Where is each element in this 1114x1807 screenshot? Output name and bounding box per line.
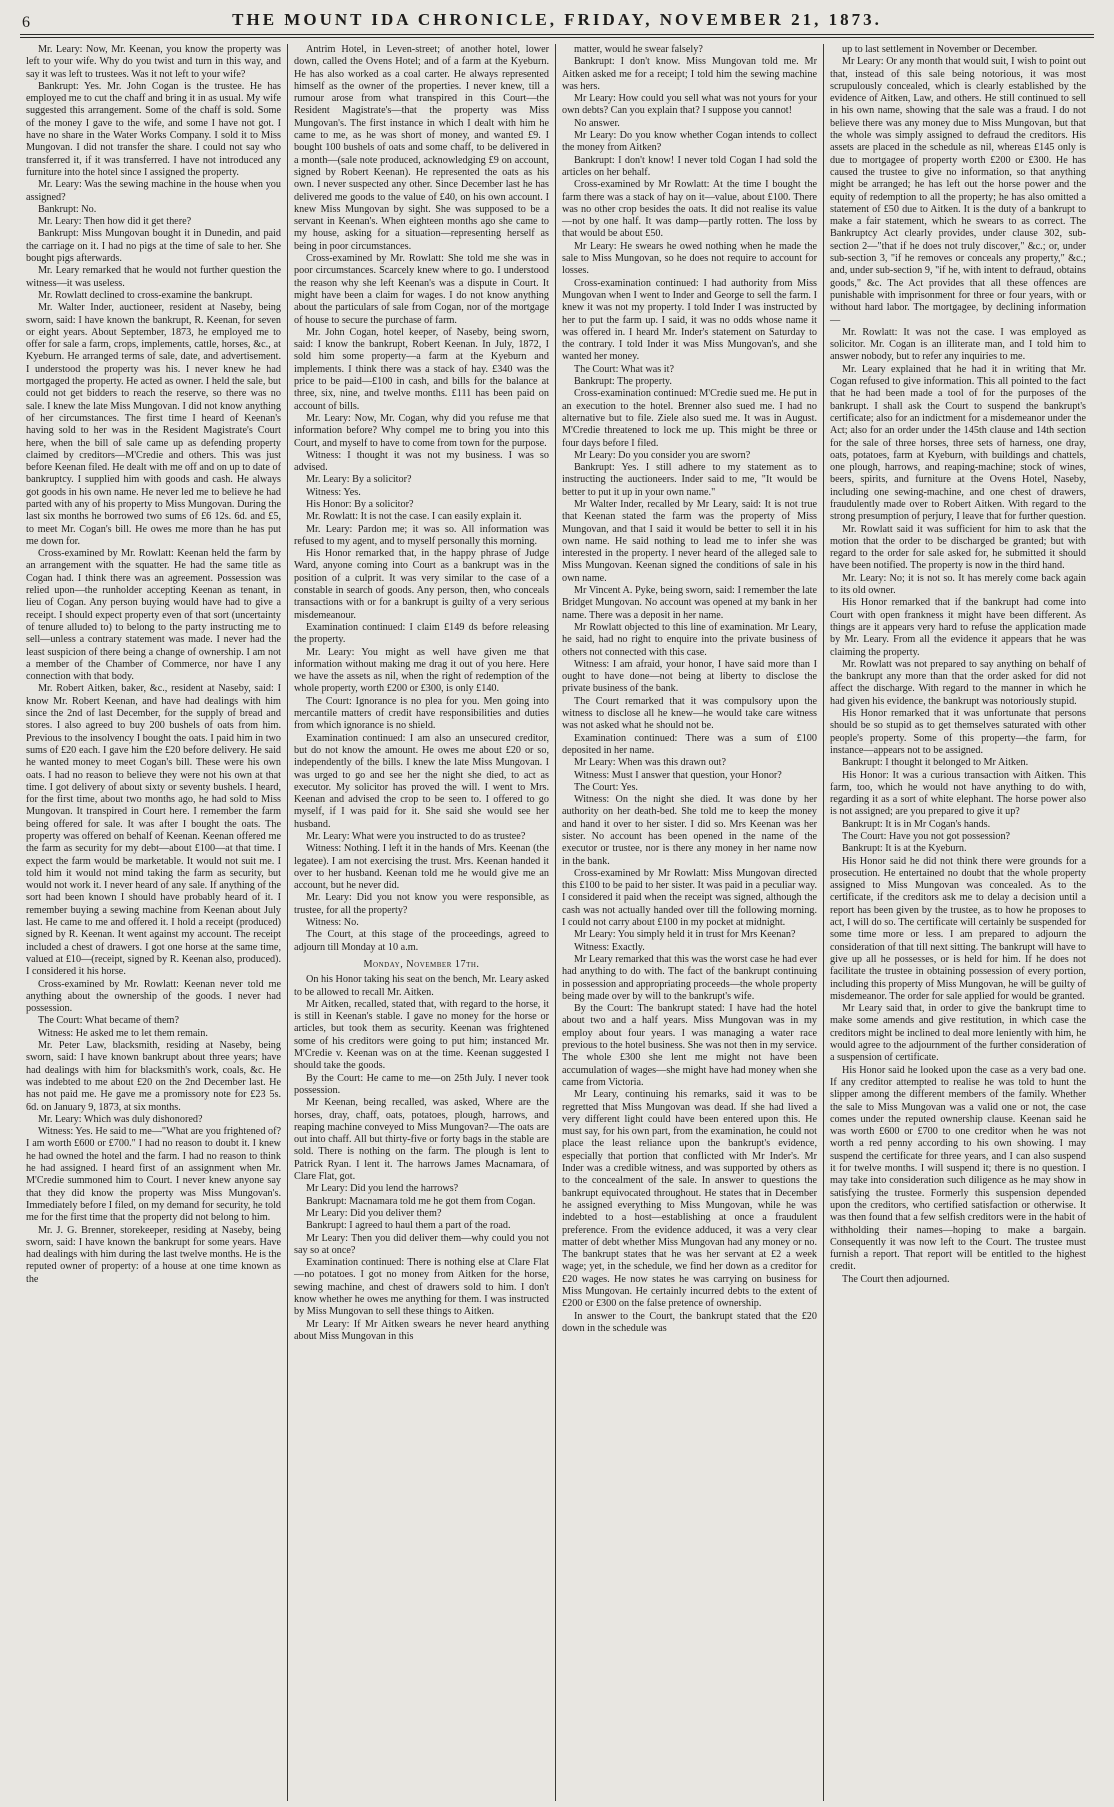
article-paragraph: Mr Leary: Then you did deliver them—why could you not say so at once?: [294, 1232, 549, 1256]
masthead: THE MOUNT IDA CHRONICLE, FRIDAY, NOVEMBER 21, 1873.: [232, 10, 882, 29]
header-rule-double: [20, 37, 1094, 38]
article-paragraph: Mr. Leary explained that he had it in writing that Mr. Cogan refused to give information. This all pointed to the fact that he had been made a tool of for the purposes of the bankrupt. I shall ask the Court to suspend the bankrupt's certificate; also for an indictment for a misdemeanor under the Act; also for an order under the 145th clause and 14th section for the sale of three horses, three sets of harness, one dray, oats, potatoes, farm at Kyeburn, with buildings and chattels, one plough, harrows, and reaping-machine; stock of wines, beers, spirits, and furniture at the Ovens Hotel, Naseby, including one sewing-machine, and one chest of drawers, fraudulently made over to Robert Aitken. With regard to the strong presumption of perjury, I leave that for further question.: [830, 363, 1086, 523]
article-paragraph: The Court then adjourned.: [842, 1273, 950, 1285]
article-paragraph: Mr Leary: Did you lend the harrows?: [306, 1183, 459, 1195]
article-paragraph: Mr. Leary: Pardon me; it was so. All information was refused to my agent, and to myself personally this morning.: [294, 523, 549, 547]
page-header: [0, 0, 1114, 38]
article-columns: [20, 44, 1094, 1801]
article-paragraph: Cross-examination continued: I had authority from Miss Mungovan when I went to Inder and George to sell the farm. I knew it was not my property. I told Inder I was instructed by her to put the farm up. I said, it was no odds whose name it was offered in. I heard Mr. Inder's statement on Saturday to the contrary. I told Inder it was Miss Mungovan's, and she wanted her money.: [562, 277, 817, 363]
article-paragraph: Mr. Leary: No; it is not so. It has merely come back again to its old owner.: [830, 572, 1086, 597]
article-paragraph: Witness: Must I answer that question, your Honor?: [574, 769, 782, 781]
article-paragraph: Antrim Hotel, in Leven-street; of another hotel, lower down, called the Ovens Hotel; and of a farm at the Kyeburn. He has also worked as a coal carter. He always represented himself as the owner of the properties. I never knew, till a rumour arose from what transpired in this Court—the Resident Magistrate's—that the property was Miss Mungovan's. The first instance in which I dealt with him he came to me, as he was short of money, and wanted £9. I bought 100 bushels of oats and some chaff, to be delivered in a month—(sale note produced, acknowledging £9 on account, signed by Robert Keenan). He represented the oats as his own. I never suspected any other. Since December last he has delivered me goods to the value of £40, on his own account. I knew Miss Mungovan by sight. She was supposed to be a servant in Keenan's. When eighteen months ago she came to my house, asking for a situation—representing herself as being in poor circumstances.: [294, 44, 549, 252]
article-paragraph: Mr Leary: You simply held it in trust for Mrs Keenan?: [574, 929, 796, 941]
article-paragraph: Cross-examined by Mr. Rowlatt: Keenan never told me anything about the ownership of the goods. I never had possession.: [26, 978, 281, 1015]
article-paragraph: Witness: Yes. He said to me—"What are you frightened of? I am worth £600 or £700." I had no reason to doubt it. I knew he had owned the hotel and the farm. I had no reason to think he had assigned. I heard first of an assignment when Mr. M'Credie summoned him to Court. I never knew anyone say that they did know the property was Miss Mungovan's. Immediately before I filed, on my demand for security, he told me for the first time that the property did not belong to him.: [26, 1126, 281, 1224]
column-4: [824, 44, 1092, 1801]
article-paragraph: matter, would he swear falsely?: [574, 44, 703, 55]
article-paragraph: Bankrupt: The property.: [574, 376, 672, 388]
article-paragraph: Mr. John Cogan, hotel keeper, of Naseby, being sworn, said: I know the bankrupt, Robert Keenan. In July, 1872, I sold him some property—a farm at the Kyeburn and implements. I think there was a stack of hay. £340 was the price to be paid—£100 in cash, and bills for the balance at three, six, nine, and twelve months. £111 has been paid on account of bills.: [294, 326, 549, 412]
article-paragraph: Mr Leary: When was this drawn out?: [574, 757, 727, 769]
article-paragraph: Bankrupt: I agreed to haul them a part of the road.: [306, 1220, 511, 1232]
article-paragraph: Bankrupt: Yes. I still adhere to my statement as to instructing the auctioneers. Inder said to me, "It would be better to put it up in your own name.": [562, 462, 817, 498]
article-paragraph: Witness: I thought it was not my business. I was so advised.: [294, 449, 549, 474]
article-paragraph: Mr Leary: Do you consider you are sworn?: [574, 449, 751, 461]
article-paragraph: Cross-examined by Mr Rowlatt: Miss Mungovan directed this £100 to be paid to her sister. It was paid in a peculiar way. I considered it paid when the receipt was signed, although the cash was not actually handed over till the following morning. I could not carry about £100 in my pocket at midnight.: [562, 867, 817, 929]
article-paragraph: His Honor: By a solicitor?: [306, 498, 414, 510]
article-paragraph: Mr Aitken, recalled, stated that, with regard to the horse, it is still in Keenan's stable. I gave no money for the horse or articles, but took them as security. Keenan was frightened some of his creditors were going to put him; instanced Mr. M'Credie v. Keenan was on at the time. Keenan suggested I should take the goods.: [294, 998, 549, 1072]
article-paragraph: Cross-examination continued: M'Credie sued me. He put in an execution to the hotel. Brenner also sued me. I had no alternative but to file. Ziele also sued me. It was in August. M'Credie threatened to lock me up. This might be three or four days before I filed.: [562, 388, 817, 449]
article-paragraph: Mr Leary remarked that this was the worst case he had ever had anything to do with. The fact of the bankrupt continuing in possession and appropriating proceeds—the whole property being made over by will to the bankrupt's wife.: [562, 953, 817, 1002]
article-paragraph: Mr Vincent A. Pyke, being sworn, said: I remember the late Bridget Mungovan. No account was opened at my bank in her name. There was a deposit in her name.: [562, 585, 817, 621]
article-paragraph: Mr. Leary: Did you not know you were responsible, as trustee, for all the property?: [294, 892, 549, 916]
article-paragraph: His Honor remarked that, in the happy phrase of Judge Ward, anyone coming into Court as a bankrupt was in the position of a culprit. It was very similar to the case of a constable in search of goods. Any person, then, who conceals transactions with or for a bankrupt is guilty of a very serious misdemeanour.: [294, 548, 549, 621]
article-paragraph: Mr. Walter Inder, auctioneer, resident at Naseby, being sworn, said: I have known the bankrupt, R. Keenan, for seven or eight years. About September, 1873, he employed me to offer for sale a farm, crops, implements, cattle, horses, &c., at Kyeburn. He arranged terms of sale, date, and advertisement. I understood the property was his. I never knew he had mortgaged the property. He acted as owner. I held the sale, but could not get bidders to reach the reserve, so there was no sale. I knew the late Miss Mungovan. I did not know anything of her circumstances. The first time I heard of Keenan's having sold to her was in the Resident Magistrate's Court here, when the bill of sale came up as defending property claimed by creditors—M'Credie and others. This was just before Keenan filed. He dealt with me off and on up to date of bankruptcy. I supplied him with goods and cash. He always got goods in his own name. He never led me to believe he had parted with any of his property to Miss Mungovan. During the last six months he borrowed two sums of £6 12s. 6d. and £5, to meet Mr. Cogan's bill. He owes me more than he has put me down for.: [26, 302, 281, 547]
article-paragraph: Mr Leary: Did you deliver them?: [306, 1207, 442, 1219]
article-paragraph: Mr. Leary remarked that he would not further question the witness—it was useless.: [26, 265, 281, 289]
article-paragraph: His Honor remarked that it was unfortunate that persons should be so stupid as to get themselves saturated with other people's property. Some of this property—the farm, for instance—appears not to be assigned.: [830, 708, 1086, 756]
article-paragraph: No answer.: [574, 117, 620, 129]
article-paragraph: Mr Walter Inder, recalled by Mr Leary, said: It is not true that Keenan stated the farm was the property of Miss Mungovan, and that I said it would be better to sell it in his own name. He said nothing to lead me to infer she was interested in the property. I never heard of the alleged sale to Miss Mungovan. Keenan signed the conditions of sale in his own name.: [562, 498, 817, 584]
article-paragraph: His Honor: It was a curious transaction with Aitken. This farm, too, which he would not have anything to do with, regarding it as a sort of white elephant. The horse power also is not assigned; are you prepared to give it up?: [830, 769, 1086, 818]
article-paragraph: Examination continued: I claim £149 ds before releasing the property.: [294, 621, 549, 646]
article-paragraph: Mr Leary said that, in order to give the bankrupt time to make some amends and give restitution, in which case the creditors might be inclined to deal more leniently with him, he would agree to the adjournment of the further consideration of a suspension of certificate.: [830, 1003, 1086, 1064]
article-paragraph: Bankrupt: I don't know! I never told Cogan I had sold the articles on her behalf.: [562, 154, 817, 178]
article-paragraph: Mr. Leary: Now, Mr. Keenan, you know the property was left to your wife. Why do you twist and turn in this way, and say it was left to trustees. Was it not left to your wife?: [26, 44, 281, 80]
column-2: [288, 44, 556, 1801]
article-paragraph: Mr Leary, continuing his remarks, said it was to be regretted that Miss Mungovan was dead. If she had lived a very different light could have been entered upon this. He must say, for his own part, from the examination, he could not place the least reliance upon the bankrupt's evidence, especially that portion that conflicted with Mr Inder's. Mr Inder was a credible witness, and was supported by others as to the concealment of the sale. In answer to questions the bankrupt equivocated throughout. He states that in December he assigned everything to Miss Mungovan, while he was indebted to a host—establishing at once a fraudulent preference. From the evidence adduced, it was a very clear matter of debt whether Miss Mungovan had any money or no. The bankrupt states that he was her servant at £2 a week wage; yet, in the schedule, we find her down as a creditor for £20 wages. He now states he was carrying on business for Miss Mungovan. He certainly incurred debts to the extent of £200 or £300 on the false pretence of ownership.: [562, 1089, 817, 1310]
article-paragraph: Bankrupt: Yes. Mr. John Cogan is the trustee. He has employed me to cut the chaff and bring it in as usual. My wife suggested this arrangement. Some of the chaff is sold. Some of the money I gave to the wife, and some I have not got. I have no share in the Water Works Company. I sold it to Miss Mungovan. I did not transfer the share. I could not say who transferred it, if it was transferred. I have not introduced any furniture into the hotel since I assigned the property.: [26, 80, 281, 178]
article-paragraph: Mr. Rowlatt was not prepared to say anything on behalf of the bankrupt any more than that the order asked for did not affect the discharge. With regard to the manner in which he had given his evidence, the bankrupt was notoriously stupid.: [830, 658, 1086, 707]
article-paragraph: Cross-examined by Mr. Rowlatt: Keenan held the farm by an arrangement with the squatter. He had the same title as Cogan had. I think there was an agreement. Possession was relied upon—the runholder accepting Keenan as tenant, in lieu of Cogan. Any person buying would have had to give a receipt. I should expect property even of that sort (uncertainty of tenure alluded to) to belong to the party instructing me to sell—unless a contrary statement was made. I never had the least suspicion of there being a change of ownership. I am not a member of the Chamber of Commerce, nor have I any connection with that body.: [26, 548, 281, 683]
article-paragraph: Witness: Exactly.: [574, 941, 645, 953]
page-number: 6: [22, 14, 30, 31]
article-paragraph: Mr Leary: How could you sell what was not yours for your own debts? Can you explain that? I suppose you cannot!: [562, 93, 817, 117]
article-paragraph: In answer to the Court, the bankrupt stated that the £20 down in the schedule was: [562, 1310, 817, 1334]
article-paragraph: Mr. Rowlatt declined to cross-examine the bankrupt.: [38, 289, 253, 301]
article-paragraph: The Court: Have you not got possession?: [842, 831, 1011, 842]
article-paragraph: On his Honor taking his seat on the bench, Mr. Leary asked to be allowed to recall Mr. Aitken.: [294, 974, 549, 998]
article-paragraph: Mr. Leary: Was the sewing machine in the house when you assigned?: [26, 179, 281, 203]
article-paragraph: Witness: Yes.: [306, 486, 361, 498]
article-paragraph: Witness: Nothing. I left it in the hands of Mrs. Keenan (the legatee). I am not exercising the trust. Mrs. Keenan handed it over to her husband. Keenan told me he would give me an account, but he never did.: [294, 843, 549, 892]
article-paragraph: Witness: He asked me to let them remain.: [38, 1027, 208, 1039]
article-paragraph: Cross-examined by Mr Rowlatt: At the time I bought the farm there was a stack of hay on it—value, about £100. There was no other crop besides the oats. It did not realise its value—not by one half. It was damp—partly rotten. The loss by that would be about £50.: [562, 179, 817, 240]
article-paragraph: The Court: Ignorance is no plea for you. Men going into mercantile matters of credit have responsibilities and duties from which ignorance is no shield.: [294, 695, 549, 732]
article-paragraph: His Honor remarked that if the bankrupt had come into Court with open frankness it might have been different. As things are it appears very hard to refuse the application made by Mr. Leary. From all the evidence it appears that he was claiming the property.: [830, 597, 1086, 658]
column-1: [20, 44, 288, 1801]
article-paragraph: Bankrupt: Miss Mungovan bought it in Dunedin, and paid the carriage on it. I had no pigs at the time of sale to her. She bought pigs afterwards.: [26, 228, 281, 265]
article-paragraph: Mr Rowlatt objected to this line of examination. Mr Leary, he said, had no right to enquire into the private business of others not connected with this case.: [562, 621, 817, 658]
article-paragraph: The Court: What was it?: [574, 363, 674, 375]
section-subheading: Monday, November 17th.: [363, 958, 480, 970]
article-paragraph: Mr Leary: If Mr Aitken swears he never heard anything about Miss Mungovan in this: [294, 1318, 549, 1342]
header-rule: [20, 34, 1094, 35]
article-paragraph: up to last settlement in November or December.: [842, 44, 1038, 55]
article-paragraph: The Court: Yes.: [574, 781, 638, 793]
article-paragraph: Bankrupt: It is at the Kyeburn.: [842, 843, 967, 855]
article-paragraph: Examination continued: There was a sum of £100 deposited in her name.: [562, 732, 817, 756]
article-paragraph: Mr. Leary: You might as well have given me that information without making me drag it out of you here. Here we have the assets as nil, when the right of redemption of the whole property, worth £200 or £300, is only £140.: [294, 646, 549, 695]
article-paragraph: Examination continued: There is nothing else at Clare Flat—no potatoes. I got no money from Aitken for the horse, sewing machine, and chest of drawers sold to him. I don't know whether he owes me anything for them. I was instructed by Miss Mungovan to sell these things to Aitken.: [294, 1257, 549, 1318]
article-paragraph: Bankrupt: It is in Mr Cogan's hands.: [842, 818, 991, 830]
article-paragraph: Bankrupt: I don't know. Miss Mungovan told me. Mr Aitken asked me for a receipt; I told him the sewing machine was hers.: [562, 56, 817, 92]
article-paragraph: Cross-examined by Mr. Rowlatt: She told me she was in poor circumstances. Scarcely knew where to go. I understood the reason why she left Keenan's was a dispute in Court. It might have been a claim for wages. I do not know anything about the particulars of sale from Cogan, nor of the mortgage of house to secure the purchase of farm.: [294, 253, 549, 326]
article-paragraph: Witness: No.: [306, 917, 359, 929]
article-paragraph: The Court, at this stage of the proceedings, agreed to adjourn till Monday at 10 a.m.: [294, 929, 549, 953]
article-paragraph: By the Court: The bankrupt stated: I have had the hotel about two and a half years. Miss Mungovan was in my employ about four years. I was managing a water race previous to the hotel business. She was not then in my service. The whole £300 she lent me might not have been accumulation of wages—she might have had money when she came from Victoria.: [562, 1003, 817, 1088]
article-paragraph: Mr Leary: Do you know whether Cogan intends to collect the money from Aitken?: [562, 130, 817, 154]
article-paragraph: Mr. Leary: Which was duly dishonored?: [38, 1113, 203, 1125]
article-paragraph: Mr Leary: He swears he owed nothing when he made the sale to Miss Mungovan, so he does not require to account for losses.: [562, 240, 817, 277]
article-paragraph: Mr Keenan, being recalled, was asked, Where are the horses, dray, chaff, oats, potatoes, plough, harrows, and reaping machine conveyed to Miss Mungovan?—The oats are out into chaff. All but thirty-five or forty bags in the stable are sold. There is nothing on the farm. The plough is lent to Patrick Ryan. I lent it. The harrows James Macnamara, of Clare Flat, got.: [294, 1097, 549, 1183]
article-paragraph: Mr. Rowlatt said it was sufficient for him to ask that the motion that the order to be discharged be granted; but with regard to the order for sale asked for, he submitted it should have been notified. The property is now in the third hand.: [830, 523, 1086, 572]
article-paragraph: Mr. Leary: What were you instructed to do as trustee?: [306, 831, 526, 842]
article-paragraph: The Court remarked that it was compulsory upon the witness to disclose all he knew—he would take care witness was not asked what he should not be.: [562, 695, 817, 732]
article-paragraph: Mr. Leary: Then how did it get there?: [38, 216, 192, 228]
article-paragraph: Mr. Rowlatt: It was not the case. I was employed as solicitor. Mr. Cogan is an illiterate man, and I told him to answer nobody, but to refer any inquiries to me.: [830, 326, 1086, 363]
article-paragraph: The Court: What became of them?: [38, 1015, 179, 1027]
article-paragraph: Mr. J. G. Brenner, storekeeper, residing at Naseby, being sworn, said: I have known the bankrupt for some years. Have had dealings with him during the last twelve months. He is the reputed owner of property: of a house at one time known as the: [26, 1224, 281, 1285]
article-paragraph: Mr. Robert Aitken, baker, &c., resident at Naseby, said: I know Mr. Robert Keenan, and have had dealings with him since the 2nd of last December, for the supply of bread and stores. I also agreed to buy 200 bushels of oats from him. Previous to the insolvency I bought the oats. I paid him in two sums of £20 each. I gave him the £20 before delivery. He said he wanted money to meet Cogan's bill. These were his own oats. I had no reason to believe they were not his own at that time. I got delivery of about sixty or seventy bushels. I heard, for the first time, about two months ago, he had sold to Miss Mungovan. It transpired in Court here. I remember the farm being offered for sale. It was after I bought the oats. The property was offered on behalf of Keenan. Keenan offered me the farm as security for my debt—about £100—at that time. I expect the farm would be marketable. It would not suit me. I told him it would not mind taking the farm as security, but would not work it. I never heard of any sale. If anything of the sort had been known I should have probably heard of it. I remember buying a sewing machine from Keenan about July last. He came to me and offered it. I hold a receipt (produced) signed by R. Keenan. It went against my account. The receipt included a chest of drawers. I got one horse at the same time, valued at £10—(receipt, signed by R. Keenan also, produced). I considered it his horse.: [26, 683, 281, 978]
article-paragraph: Bankrupt: I thought it belonged to Mr Aitken.: [842, 757, 1029, 769]
article-paragraph: Mr. Rowlatt: It is not the case. I can easily explain it.: [306, 511, 522, 523]
article-paragraph: Mr. Leary: Now, Mr. Cogan, why did you refuse me that information before? Why compel me to bring you into this Court, and myself to have to come from town for the purpose.: [294, 412, 549, 449]
article-paragraph: Bankrupt: No.: [38, 203, 97, 215]
article-paragraph: Examination continued: I am also an unsecured creditor, but do not know the amount. He owes me about £20 or so, independently of the bills. I knew the late Miss Mungovan. I was urged to go and see her the night she died, to act as executor. My solicitor has proved the will. I went to Mrs. Keenan and advised the crop to be seen to. I offered to go myself, if I was paid for it. She said she would see her husband.: [294, 732, 549, 830]
article-paragraph: Bankrupt: Macnamara told me he got them from Cogan.: [306, 1195, 536, 1207]
article-paragraph: His Honor said he looked upon the case as a very bad one. If any creditor attempted to realise he was told to hunt the slipper among the different members of the family. Whether the sale to Miss Mungovan was a valid one or not, the case comes under the reputed ownership clause. Keenan said he was worth £600 or £700 to one creditor when he was not worth a red penny according to his own showing. I may suspend the certificate for three years, and I can also suspend it for twelve months. I will suspend it; there is no question. I may take into consideration such diligence as he may show in satisfying the trustee. Formerly this suspension depended upon the creditors, who certified satisfaction or otherwise. It was then found that a few selfish creditors were in the habit of withholding their names—hoping to make a bargain. Consequently it was now left to the Court. The trustee must furnish a report. That report will be entitled to the highest credit.: [830, 1064, 1086, 1273]
article-paragraph: Mr Leary: Or any month that would suit, I wish to point out that, instead of this sale being notorious, it was most scrupulously concealed, which is clearly established by the evidence of Aitken, Law, and others. He still continued to sell in his own name, showing that the sale was a fraud. I do not believe there was any money due to Miss Mungovan, but that the whole was simply assigned to defraud the creditors. His assets are placed in the schedule as nil, whereas £145 only is due to mortgagee of property worth £200 or £300. He has caused the trustee to give no information, so that anything might be arranged; he has left out the horse power and the equity of redemption to all the property; he has also omitted a statement of £50 due to Aitken. It is the duty of a bankrupt to make a fair statement, which he swears to as correct. The Bankruptcy Act clearly provides, under clause 302, sub-section 2—"that if he does not truly discover," &c.; or, under sub-section 3, "if he removes or conceals any property," &c.; and, under sub-section 9, "if he, with intent to defraud, obtains goods," &c. The Act provides that all these offences are punishable with imprisonment for three or four years, with or without hard labor. The mortgagee, by declining information—: [830, 56, 1086, 326]
article-paragraph: Witness: On the night she died. It was done by her authority on her death-bed. She told me to keep the money and hand it over to her sister. I did so. Mrs Keenan was her sister. No account has been opened in the name of the executor or trustee, nor is there any money in her name now in the bank.: [562, 794, 817, 867]
article-paragraph: By the Court: He came to me—on 25th July. I never took possession.: [294, 1072, 549, 1096]
article-paragraph: Witness: I am afraid, your honor, I have said more than I ought to have done—not being at liberty to disclose the private business of the bank.: [562, 658, 817, 695]
column-3: [556, 44, 824, 1801]
article-paragraph: His Honor said he did not think there were grounds for a prosecution. He entertained no doubt that the whole property assigned to Miss Mungovan was concealed. As to the certificate, if the creditors ask me to delay a decision until a report has been given by the trustee, as to how he proposes to act, I will do so. The certificate will certainly be suspended for some time more or less. I am prepared to adjourn the consideration of that till next sitting. The bankrupt will have to give up all he possesses, or is held for him. If he does not facilitate the trustee in obtaining possession of every portion, including this property of Miss Mungovan, he will be guilty of misdemeanor. The order for sale applied for would be granted.: [830, 855, 1086, 1002]
article-paragraph: Mr. Leary: By a solicitor?: [306, 474, 412, 486]
article-paragraph: Mr. Peter Law, blacksmith, residing at Naseby, being sworn, said: I have known bankrupt about three years; have had dealings with him for blacksmith's work, coals, &c. He was indebted to me about £20 on the 2nd December last. He has not paid me. He gave me a promissory note for £23 5s. 6d. on January 9, 1873, at six months.: [26, 1040, 281, 1113]
